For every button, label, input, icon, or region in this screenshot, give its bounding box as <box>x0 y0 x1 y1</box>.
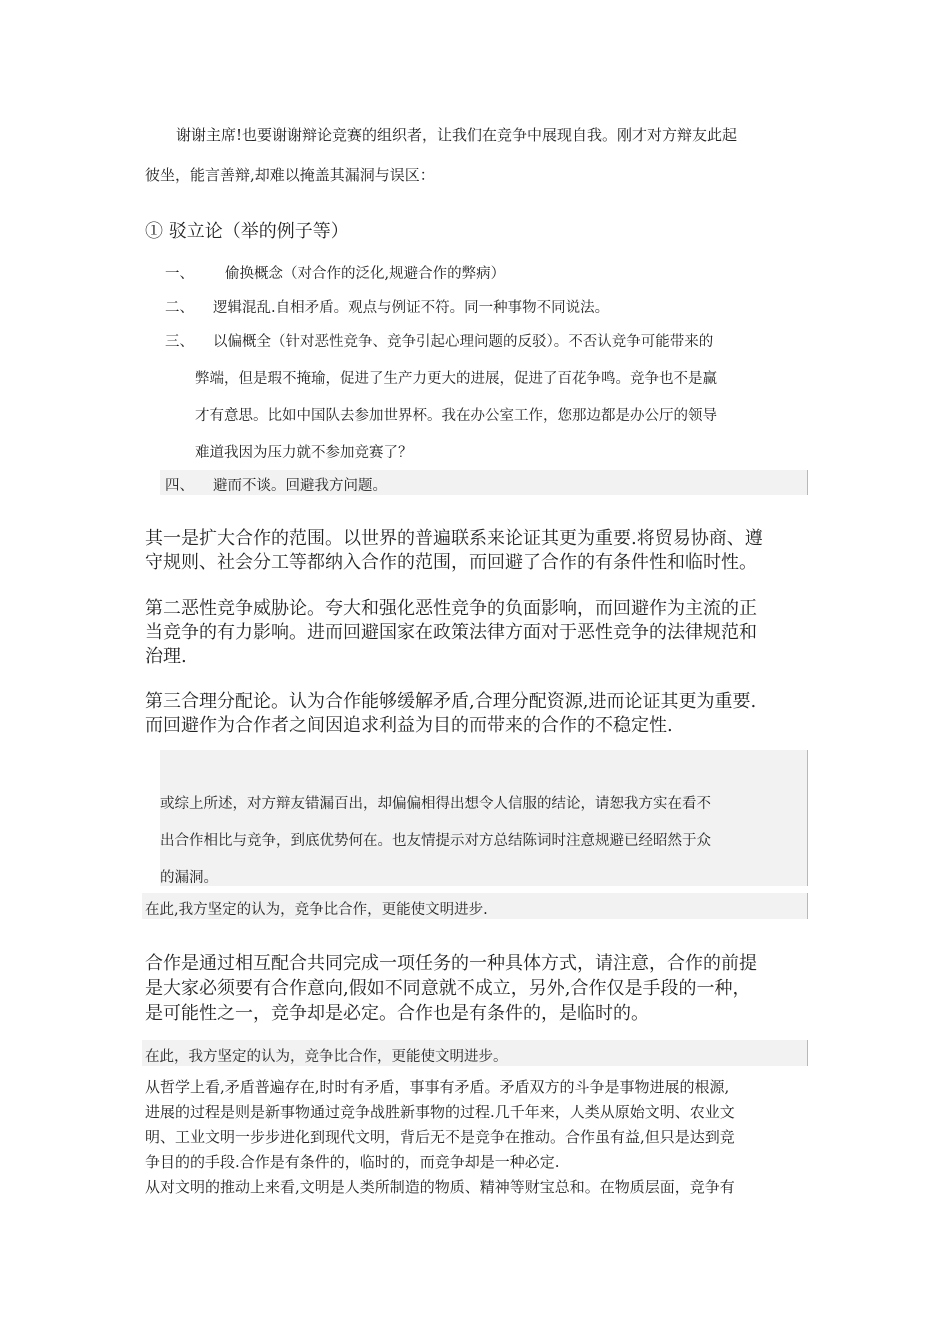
block-border <box>807 750 808 886</box>
block-border <box>807 1040 808 1066</box>
section-heading: ① 驳立论（举的例子等） <box>145 221 349 242</box>
stance-line: 在此，我方坚定的认为，竞争比合作，更能使文明进步。 <box>145 1049 508 1065</box>
list-text: 以偏概全（针对恶性竞争、竞争引起心理问题的反驳）。不否认竞争可能带来的 <box>213 334 714 350</box>
list-marker: 二、 <box>165 300 194 316</box>
para1-line: 守规则、社会分工等都纳入合作的范围，而回避了合作的有条件性和临时性。 <box>145 552 757 573</box>
list-item <box>165 262 505 283</box>
summary-block <box>160 750 808 886</box>
para5-line: 明、工业文明一步步进化到现代文明，背后无不是竞争在推动。合作虽有益,但只是达到竞 <box>145 1128 735 1146</box>
list-continuation: 才有意思。比如中国队去参加世界杯。我在办公室工作，您那边都是办公厅的领导 <box>195 408 717 424</box>
list-item <box>165 296 609 317</box>
para2-line: 当竞争的有力影响。进而回避国家在政策法律方面对于恶性竞争的法律规范和 <box>145 622 757 643</box>
list-marker: 一、 <box>165 266 194 282</box>
block-border <box>807 893 808 919</box>
para4-line: 是大家必须要有合作意向,假如不同意就不成立，另外,合作仅是手段的一种， <box>145 978 751 999</box>
para1-line: 其一是扩大合作的范围。以世界的普遍联系来论证其更为重要.将贸易协商、遵 <box>145 528 763 549</box>
para3-line: 而回避作为合作者之间因追求利益为目的而带来的合作的不稳定性. <box>145 715 673 736</box>
para4-line: 合作是通过相互配合共同完成一项任务的一种具体方式，请注意，合作的前提 <box>145 953 757 974</box>
para5-line: 从对文明的推动上来看,文明是人类所制造的物质、精神等财宝总和。在物质层面，竞争有 <box>145 1178 735 1196</box>
intro-line-1: 谢谢主席!也要谢谢辩论竞赛的组织者，让我们在竞争中展现自我。刚才对方辩友此起 <box>176 126 738 144</box>
list-marker: 三、 <box>165 334 194 350</box>
para3-line: 第三合理分配论。认为合作能够缓解矛盾,合理分配资源,进而论证其更为重要. <box>145 691 757 712</box>
para2-line: 第二恶性竞争威胁论。夸大和强化恶性竞争的负面影响，而回避作为主流的正 <box>145 598 757 619</box>
summary-line: 或综上所述，对方辩友错漏百出，却偏偏相得出想令人信服的结论，请恕我方实在看不 <box>160 796 711 812</box>
list-marker: 四、 <box>165 478 194 494</box>
list-text: 逻辑混乱.自相矛盾。观点与例证不符。同一种事物不同说法。 <box>213 300 610 316</box>
summary-line: 的漏洞。 <box>160 870 218 886</box>
list-item <box>165 474 387 495</box>
para5-line: 进展的过程是则是新事物通过竞争战胜新事物的过程.几千年来，人类从原始文明、农业文 <box>145 1103 735 1121</box>
para5-line: 从哲学上看,矛盾普遍存在,时时有矛盾，事事有矛盾。矛盾双方的斗争是事物进展的根源, <box>145 1078 730 1096</box>
intro-line-2: 彼坐，能言善辩,却难以掩盖其漏洞与误区： <box>145 166 435 184</box>
summary-line: 出合作相比与竞争，到底优势何在。也友情提示对方总结陈词时注意规避已经昭然于众 <box>160 833 711 849</box>
stance-line: 在此,我方坚定的认为，竞争比合作，更能使文明进步. <box>145 902 488 918</box>
para4-line: 是可能性之一，竞争却是必定。合作也是有条件的，是临时的。 <box>145 1003 649 1024</box>
list-text: 避而不谈。回避我方问题。 <box>213 478 387 494</box>
para5-line: 争目的的手段.合作是有条件的，临时的，而竞争却是一种必定. <box>145 1153 560 1171</box>
para2-line: 治理. <box>145 646 187 667</box>
list-item <box>165 330 713 351</box>
block-border <box>807 470 808 495</box>
list-continuation: 弊端，但是瑕不掩瑜，促进了生产力更大的进展，促进了百花争鸣。竞争也不是赢 <box>195 371 717 387</box>
list-continuation: 难道我因为压力就不参加竞赛了？ <box>195 445 413 461</box>
list-text: 偷换概念（对合作的泛化,规避合作的弊病） <box>225 266 506 282</box>
